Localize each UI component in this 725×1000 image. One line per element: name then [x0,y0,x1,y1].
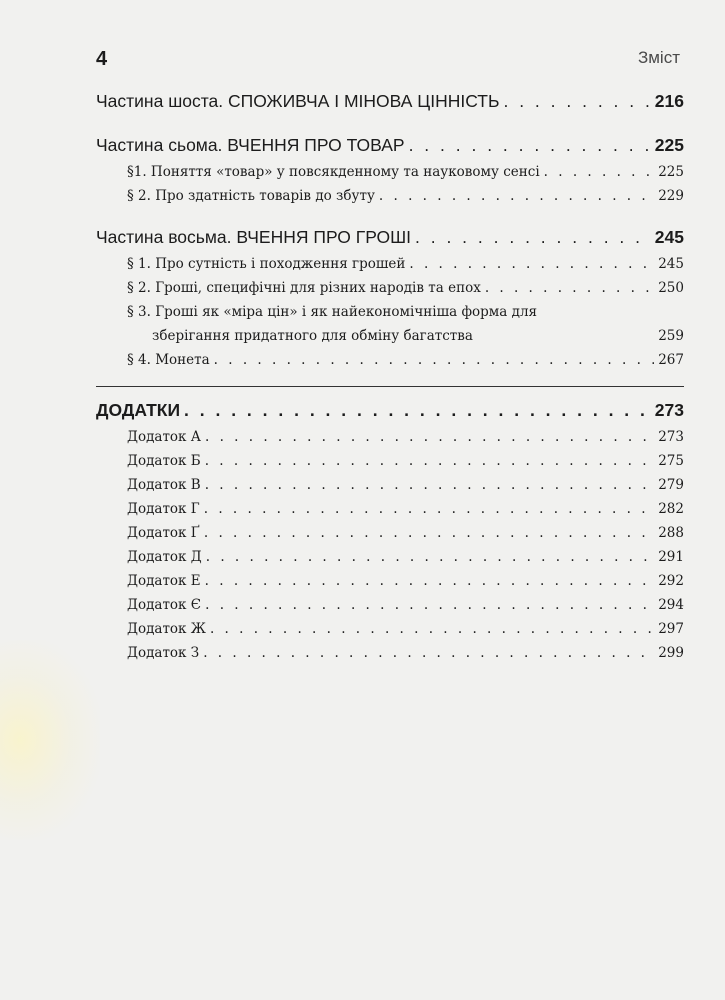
toc-appendix-label: Додаток Е [127,573,201,589]
toc-appendix-label: Додаток Д [127,549,202,565]
leader-dots [544,160,655,184]
toc-section-page: 229 [658,188,684,204]
leader-dots [379,184,654,208]
leader-dots [205,569,655,593]
toc-appendix-page: 291 [658,549,684,565]
toc-appendix-label: Додаток Ґ [127,525,200,541]
toc-appendix-label: Додаток Ж [127,621,206,637]
leader-dots [205,593,654,617]
toc-part-6-label: Частина шоста. СПОЖИВЧА І МІНОВА ЦІННІСТЬ [96,91,500,111]
toc-section-page: 259 [658,328,684,344]
toc-section-label: § 4. Монета [127,352,210,368]
toc-appendix-label: Додаток В [127,477,201,493]
toc-section-label: § 1. Про сутність і походження грошей [127,256,406,272]
toc-appendix[interactable] [96,617,684,641]
toc-section-page: 267 [658,352,684,368]
toc-appendix[interactable] [96,569,684,593]
toc-appendix-page: 275 [658,453,684,469]
toc-part-8[interactable] [96,222,684,252]
divider [96,386,684,387]
leader-dots [503,86,650,116]
toc-appendix-page: 294 [658,597,684,613]
toc-appendix[interactable] [96,521,684,545]
leader-dots [415,222,651,252]
toc-section-label: § 2. Про здатність товарів до збуту [127,188,375,204]
toc-appendix-page: 282 [658,501,684,517]
toc-appendices-page: 273 [654,400,684,420]
leader-dots [203,641,654,665]
page-number: 4 [96,48,108,70]
leader-dots [409,252,654,276]
toc-appendix-page: 288 [658,525,684,541]
toc-section-label: § 3. Гроші як «міра цін» і як найекономічніша форма для [127,304,538,320]
light-glare [0,640,100,840]
toc-section-page: 250 [658,280,684,296]
toc-part-8-page: 245 [654,227,684,247]
leader-dots [485,276,654,300]
toc-appendices[interactable] [96,395,684,425]
leader-dots [205,425,654,449]
toc-section-page: 245 [658,256,684,272]
toc-appendix-label: Додаток Є [127,597,202,613]
toc-part-7[interactable] [96,130,684,160]
toc-part-6-page: 216 [654,91,684,111]
toc-section[interactable] [96,300,684,348]
toc-appendix[interactable] [96,449,684,473]
toc-section-page: 225 [658,164,684,180]
toc-section-label: §1. Поняття «товар» у повсякденному та науковому сенсі [127,164,540,180]
toc-appendix[interactable] [96,593,684,617]
leader-dots [206,545,654,569]
page-header [96,48,680,76]
toc-appendix[interactable] [96,641,684,665]
toc-appendix-label: Додаток Г [127,501,200,517]
running-title: Зміст [637,48,680,67]
toc-appendix-page: 297 [658,621,684,637]
toc-section[interactable] [96,184,684,208]
toc-section-label: § 2. Гроші, специфічні для різних народів та епох [127,280,481,296]
toc-appendix-label: Додаток З [127,645,200,661]
toc-appendix[interactable] [96,497,684,521]
toc-part-7-page: 225 [654,135,684,155]
leader-dots [205,449,655,473]
toc-appendix-page: 292 [658,573,684,589]
leader-dots [409,130,651,160]
toc-appendix[interactable] [96,473,684,497]
toc-appendix-label: Додаток А [127,429,202,445]
table-of-contents [96,86,684,665]
toc-part-7-label: Частина сьома. ВЧЕННЯ ПРО ТОВАР [96,135,405,155]
toc-section[interactable] [96,348,684,372]
toc-appendix-page: 273 [658,429,684,445]
toc-section[interactable] [96,160,684,184]
leader-dots [214,348,655,372]
leader-dots [205,473,655,497]
toc-appendix[interactable] [96,425,684,449]
leader-dots [204,497,654,521]
toc-appendix-page: 279 [658,477,684,493]
toc-appendix[interactable] [96,545,684,569]
toc-section[interactable] [96,252,684,276]
toc-appendix-label: Додаток Б [127,453,201,469]
leader-dots [184,395,651,425]
toc-part-8-label: Частина восьма. ВЧЕННЯ ПРО ГРОШІ [96,227,411,247]
leader-dots [204,521,654,545]
leader-dots [210,617,654,641]
toc-section-label-continued: зберігання придатного для обміну багатства [152,328,473,344]
toc-section[interactable] [96,276,684,300]
toc-part-6[interactable] [96,86,684,116]
toc-appendix-page: 299 [658,645,684,661]
toc-appendices-label: ДОДАТКИ [96,400,181,420]
